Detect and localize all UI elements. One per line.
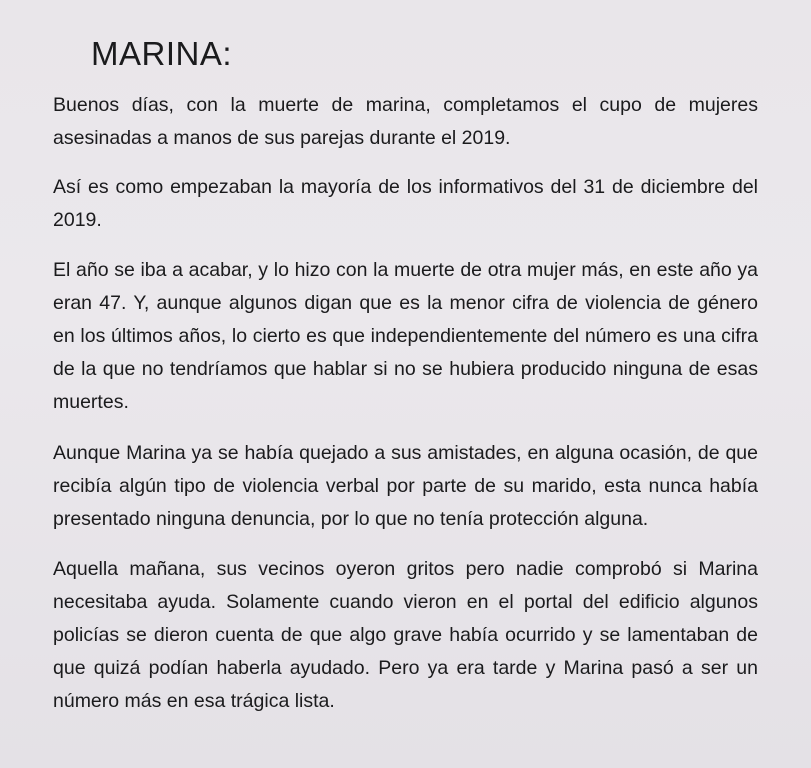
document-title: MARINA: xyxy=(91,35,233,72)
paragraph-2: Así es como empezaban la mayoría de los informativos del 31 de diciembre del 2019. xyxy=(53,176,758,231)
paragraph-4: Aunque Marina ya se había quejado a sus amistades, en alguna ocasión, de que recibía algún tipo de violencia verbal por parte de su marido, esta nunca había presentado ninguna denuncia, por lo que no tenía protección alguna. xyxy=(53,442,758,530)
paragraph-1: Buenos días, con la muerte de marina, completamos el cupo de mujeres asesinadas a manos de sus parejas durante el 2019. xyxy=(53,94,758,149)
paragraph-3: El año se iba a acabar, y lo hizo con la muerte de otra mujer más, en este año ya eran 47. Y, aunque algunos digan que es la menor cifra de violencia de género en los últimos años, lo cierto es que independientemente del número es una cifra de la que no tendríamos que hablar si no se hubiera producido ninguna de esas muertes. xyxy=(53,259,758,413)
paragraph-5: Aquella mañana, sus vecinos oyeron gritos pero nadie comprobó si Marina necesitaba ayuda. Solamente cuando vieron en el portal del edificio algunos policías se dieron cuenta de que algo grave había ocurrido y se lamentaban de que quizá podían haberla ayudado. Pero ya era tarde y Marina pasó a ser un número más en esa trágica lista. xyxy=(53,558,758,712)
